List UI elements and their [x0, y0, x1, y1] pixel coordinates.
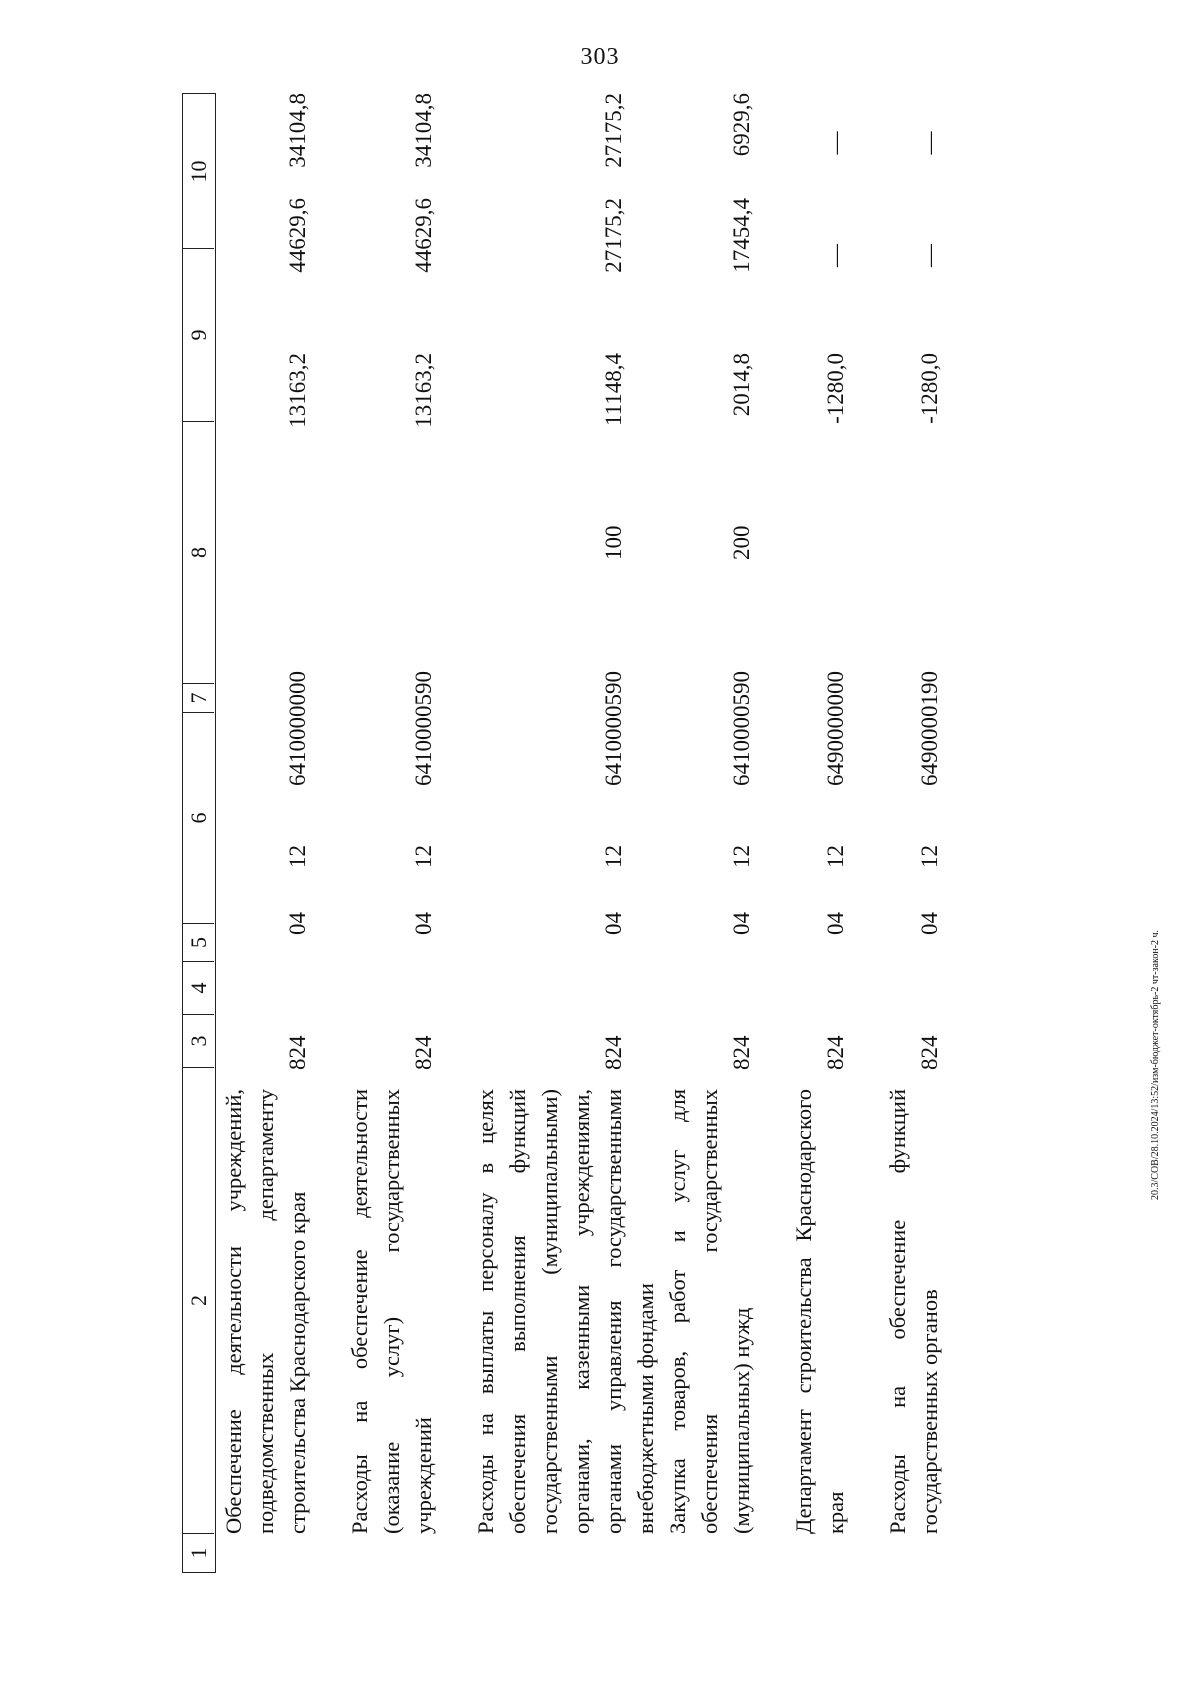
cell-col-8: 13163,2	[411, 353, 436, 428]
cell-ved: 824	[601, 1035, 626, 1070]
header-col-8: 8	[183, 421, 214, 683]
cell-ved: 824	[917, 1035, 942, 1070]
cell-pr: 12	[411, 845, 436, 868]
header-col-2: 2	[183, 1067, 214, 1533]
cell-ved: 824	[823, 1035, 848, 1070]
cell-csr: 6490000190	[917, 671, 942, 786]
page-number: 303	[580, 44, 620, 70]
cell-rz: 04	[285, 912, 310, 935]
header-col-7: 7	[183, 683, 214, 712]
cell-rz: 04	[823, 912, 848, 935]
header-col-3: 3	[183, 1014, 214, 1067]
cell-rz: 04	[411, 912, 436, 935]
cell-col-8: -1280,0	[823, 353, 848, 424]
table-row	[788, 93, 852, 1573]
row-description: Расходы на обеспечение функций государственных органов	[885, 1089, 942, 1534]
cell-col-8: 2014,8	[729, 353, 754, 417]
cell-col-8: -1280,0	[917, 353, 942, 424]
cell-vr: 200	[729, 525, 754, 560]
cell-csr: 6410000590	[411, 671, 436, 786]
cell-col-9: 44629,6	[285, 198, 310, 273]
cell-col-9: 17454,4	[729, 198, 754, 273]
cell-ved: 824	[729, 1035, 754, 1070]
cell-col-8: 11148,4	[601, 353, 626, 427]
table-row	[882, 93, 946, 1573]
table-header-row	[182, 93, 216, 1573]
header-col-6: 6	[183, 712, 214, 923]
cell-col-10: 34104,8	[285, 93, 310, 168]
header-col-9: 9	[183, 248, 214, 421]
cell-vr: 100	[601, 525, 626, 560]
cell-pr: 12	[729, 845, 754, 868]
row-description: Департамент строительства Краснодарского края	[791, 1089, 848, 1534]
cell-rz: 04	[917, 912, 942, 935]
header-col-5: 5	[183, 923, 214, 961]
budget-table	[182, 93, 1067, 1573]
header-col-10: 10	[186, 160, 211, 183]
cell-pr: 12	[601, 845, 626, 868]
row-description: Расходы на обеспечение деятельности (оказание услуг) государственных учреждений	[347, 1089, 436, 1534]
cell-col-9: —	[823, 244, 848, 267]
row-description: Расходы на выплаты персоналу в целях обеспечения выполнения функций государственными (муниципальными) органами, казенными учреждениями, органами управления государственными внебюджетными фондами	[473, 1089, 658, 1534]
cell-col-9: —	[917, 244, 942, 267]
cell-csr: 6490000000	[823, 671, 848, 786]
cell-pr: 12	[917, 845, 942, 868]
cell-csr: 6410000590	[729, 671, 754, 786]
cell-pr: 12	[285, 845, 310, 868]
table-row	[344, 93, 440, 1573]
cell-col-9: 44629,6	[411, 198, 436, 273]
cell-ved: 824	[411, 1035, 436, 1070]
cell-col-10: —	[823, 131, 848, 155]
cell-csr: 6410000000	[285, 671, 310, 786]
cell-col-10: 6929,6	[729, 93, 754, 157]
table-row	[218, 93, 314, 1573]
cell-col-8: 13163,2	[285, 353, 310, 428]
cell-col-10: —	[917, 131, 942, 155]
row-description: Обеспечение деятельности учреждений, подведомственных департаменту строительства Краснодарского края	[221, 1089, 310, 1534]
header-col-1: 1	[183, 1533, 214, 1572]
cell-col-10: 34104,8	[411, 93, 436, 168]
cell-pr: 12	[823, 845, 848, 868]
table-row	[662, 93, 758, 1573]
table-row	[470, 93, 658, 1573]
row-description: Закупка товаров, работ и услуг для обеспечения государственных (муниципальных) нужд	[665, 1089, 754, 1534]
cell-rz: 04	[729, 912, 754, 935]
header-col-4: 4	[183, 961, 214, 1014]
document-footer-stamp: 20.3/СОВ/28.10.2024/13:52/изм-бюджет-октябрь-2 чт-закон-2 ч.	[1150, 929, 1161, 1200]
cell-ved: 824	[285, 1035, 310, 1070]
cell-rz: 04	[601, 912, 626, 935]
cell-csr: 6410000590	[601, 671, 626, 786]
cell-col-10: 27175,2	[601, 93, 626, 168]
cell-col-9: 27175,2	[601, 198, 626, 273]
